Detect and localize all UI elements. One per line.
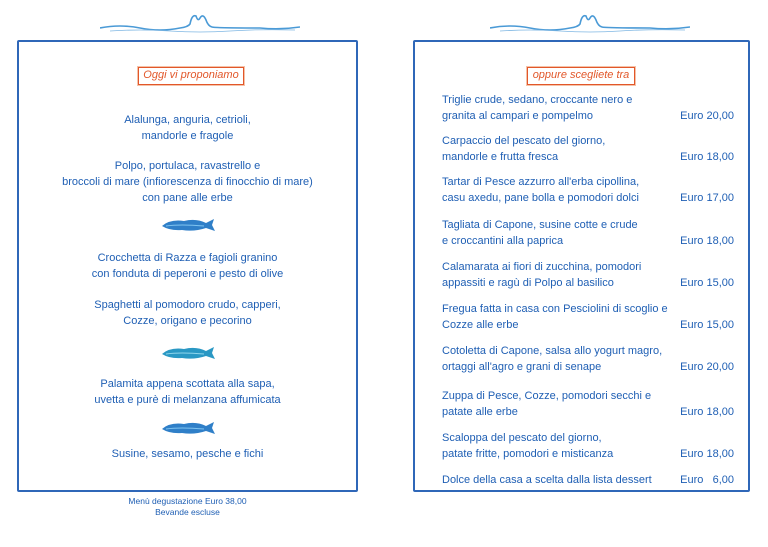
dish-item: Spaghetti al pomodoro crudo, capperi, Cozze, origano e pecorino	[94, 299, 281, 327]
tasting-menu-panel	[17, 40, 358, 492]
dish-item: Alalunga, anguria, cetrioli, mandorle e fragole	[124, 114, 251, 142]
menu-item-price: Euro 18,00	[680, 406, 734, 418]
menu-item-price: Euro 15,00	[680, 277, 734, 289]
menu-item-price: Euro 18,00	[680, 235, 734, 247]
menu-item-price: Euro 17,00	[680, 192, 734, 204]
fish-icon	[160, 216, 216, 234]
menu-item-price: Euro 20,00	[680, 110, 734, 122]
a-la-carte-title: oppure scegliete tra	[527, 67, 635, 85]
menu-item-price: Euro 20,00	[680, 361, 734, 373]
menu-item-price: Euro 15,00	[680, 319, 734, 331]
menu-item: Fregua fatta in casa con Pesciolini di scoglio e Cozze alle erbe Euro 15,00	[442, 303, 734, 331]
menu-item-price: Euro 18,00	[680, 448, 734, 460]
menu-item: Cotoletta di Capone, salsa allo yogurt magro, ortaggi all'agro e grani di senape Euro 20,00	[442, 345, 734, 373]
menu-item: Carpaccio del pescato del giorno, mandorle e frutta fresca Euro 18,00	[442, 135, 734, 163]
dish-item: Crocchetta di Razza e fagioli granino con fonduta di peperoni e pesto di olive	[91, 252, 284, 280]
dish-item: Polpo, portulaca, ravastrello e broccoli di mare (infiorescenza di finocchio di mare) con pane alle erbe	[62, 160, 313, 204]
menu-item: Tartar di Pesce azzurro all'erba cipollina, casu axedu, pane bolla e pomodori dolci Euro 17,00	[442, 176, 734, 204]
a-la-carte-panel	[413, 40, 750, 492]
menu-item-price: Euro 6,00	[680, 474, 734, 486]
wave-decoration-icon	[490, 10, 690, 34]
menu-item: Triglie crude, sedano, croccante nero e granita al campari e pompelmo Euro 20,00	[442, 94, 734, 122]
menu-item: Tagliata di Capone, susine cotte e crude e croccantini alla paprica Euro 18,00	[442, 219, 734, 247]
tasting-menu-title: Oggi vi proponiamo	[138, 67, 244, 85]
menu-item: Dolce della casa a scelta dalla lista dessert Euro 6,00	[442, 474, 734, 486]
menu-item-price: Euro 18,00	[680, 151, 734, 163]
wave-decoration-icon	[100, 10, 300, 34]
fish-icon	[160, 419, 216, 437]
dish-item: Susine, sesamo, pesche e fichi	[111, 448, 264, 460]
menu-item: Calamarata ai fiori di zucchina, pomodori appassiti e ragù di Polpo al basilico Euro 15,00	[442, 261, 734, 289]
fish-icon	[160, 344, 216, 362]
menu-item: Zuppa di Pesce, Cozze, pomodori secchi e patate alle erbe Euro 18,00	[442, 390, 734, 418]
tasting-menu-footer: Menù degustazione Euro 38,00 Bevande escluse	[128, 496, 247, 517]
dish-item: Palamita appena scottata alla sapa, uvetta e purè di melanzana affumicata	[94, 378, 281, 406]
menu-item: Scaloppa del pescato del giorno, patate fritte, pomodori e misticanza Euro 18,00	[442, 432, 734, 460]
